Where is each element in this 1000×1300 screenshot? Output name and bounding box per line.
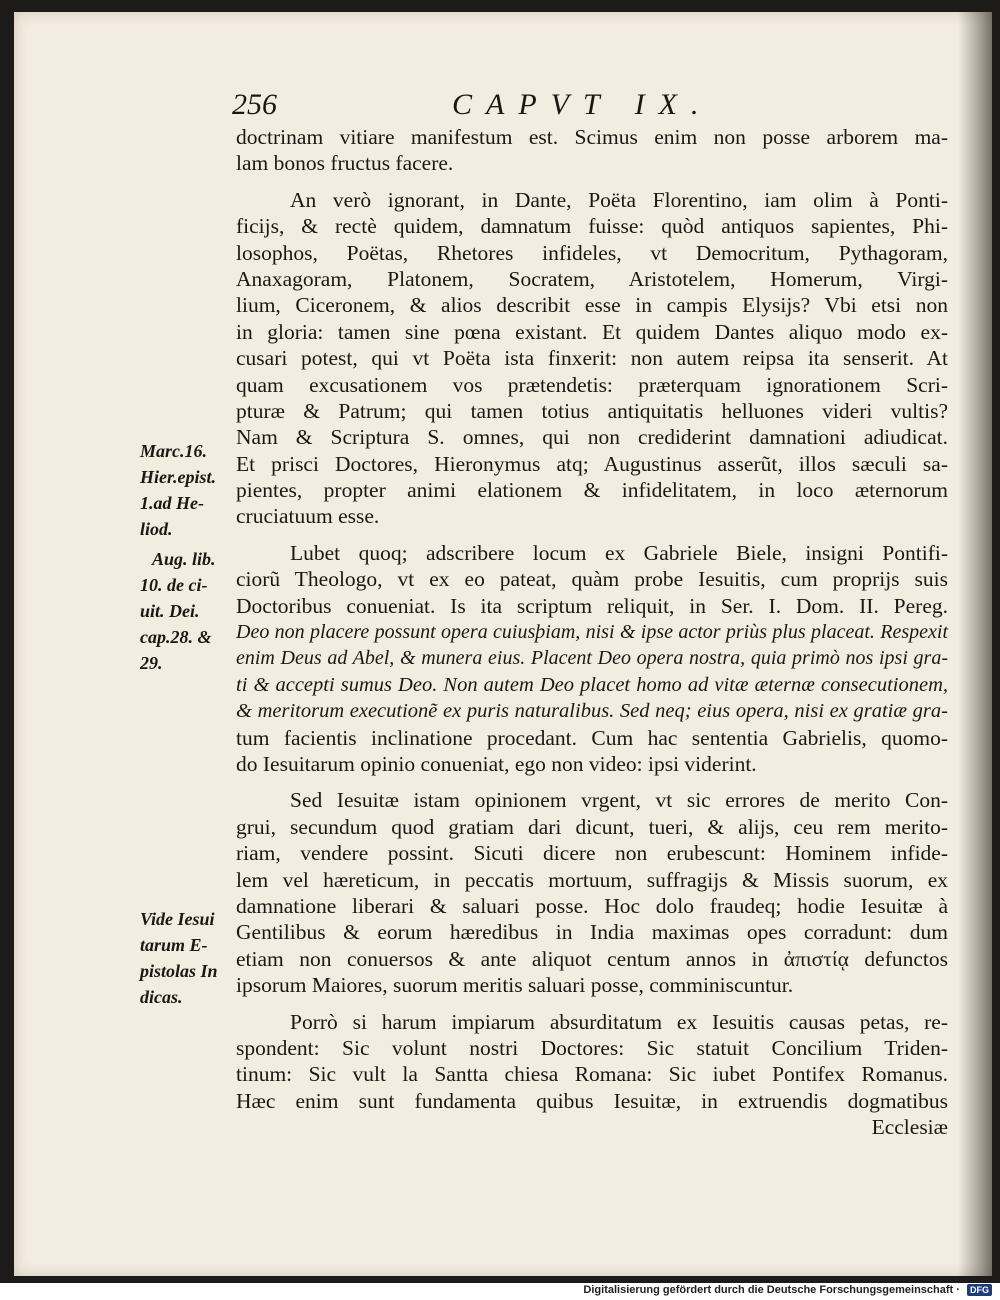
text-line: spondent: Sic volunt nostri Doctores: Sic statuit Concilium Triden- xyxy=(236,1035,948,1060)
text-line: riam, vendere possint. Sicuti dicere non erubescunt: Hominem infide- xyxy=(236,841,948,866)
text-line: An verò ignorant, in Dante, Poëta Florentino, iam olim à Ponti- xyxy=(290,187,948,212)
margin-note: tarum E- xyxy=(140,935,208,955)
text-line: ipsorum Maiores, suorum meritis saluari posse, comminiscuntur. xyxy=(236,973,794,998)
text-line: tinum: Sic vult la Santta chiesa Romana: Sic iubet Pontifex Romanus. xyxy=(236,1062,948,1087)
text-line: lium, Ciceronem, & alios describit esse in campis Elysijs? Vbi etsi non xyxy=(236,293,948,318)
running-title: CAPVT IX. xyxy=(452,88,713,121)
page-gutter-shadow xyxy=(958,12,992,1276)
text-line: Anaxagoram, Platonem, Socratem, Aristotelem, Homerum, Virgi- xyxy=(236,266,948,291)
margin-note: liod. xyxy=(140,519,173,539)
text-line: cusari potest, qui vt Poëta ista finxerit: non autem reipsa ita senserit. At xyxy=(236,346,948,371)
catchword: Ecclesiæ xyxy=(871,1115,948,1140)
text-line: etiam non conuersos & ante aliquot centum annos in ἀπιστίᾳ defunctos xyxy=(236,946,948,971)
text-line: Sed Iesuitæ istam opinionem vrgent, vt sic errores de merito Con- xyxy=(290,788,948,813)
text-line: cruciatuum esse. xyxy=(236,504,380,529)
margin-note: pistolas In xyxy=(140,961,218,981)
text-line: Deo non placere possunt opera cuiusþiam, nisi & ipse actor priùs plus placeat. Respexit xyxy=(236,621,948,644)
text-line: ti & accepti sumus Deo. Non autem Deo placet homo ad vitæ æternæ consecutionem, xyxy=(236,673,948,696)
text-line: doctrinam vitiare manifestum est. Scimus enim non posse arborem ma- xyxy=(236,125,948,149)
margin-note: dicas. xyxy=(140,987,183,1007)
margin-note: Aug. lib. xyxy=(152,549,216,569)
margin-note: 10. de ci- xyxy=(140,575,208,595)
text-line: ficijs, & rectè quidem, damnatum fuisse: quòd antiquos sapientes, Phi- xyxy=(236,214,948,239)
text-line: ciorũ Theologo, vt ex eo pateat, quàm probe Iesuitis, cum proprijs suis xyxy=(236,567,948,592)
text-line: quam excusationem vos prætendetis: præterquam ignorationem Scri- xyxy=(236,372,948,397)
text-line: Doctoribus conueniat. Is ita scriptum reliquit, in Ser. I. Dom. II. Pereg. xyxy=(236,593,948,618)
text-line: Nam & Scriptura S. omnes, qui non crediderint damnationi adiudicat. xyxy=(236,425,948,450)
text-line: pientes, propter animi elationem & infidelitatem, in loco æternorum xyxy=(236,478,948,503)
margin-note: Hier.epist. xyxy=(140,467,216,487)
text-line: do Iesuitarum opinio conueniat, ego non video: ipsi viderint. xyxy=(236,751,757,776)
margin-note: 29. xyxy=(140,653,163,673)
margin-note: 1.ad He- xyxy=(140,493,204,513)
text-line: in gloria: tamen sine pœna existant. Et quidem Dantes aliquo modo ex- xyxy=(236,319,948,344)
text-line: enim Deus ad Abel, & munera eius. Placent Deo opera nostra, quia primò nos ipsi gra- xyxy=(236,647,948,670)
text-line: & meritorum executionẽ ex puris naturalibus. Sed neq; eius opera, nisi ex gratiæ gra- xyxy=(236,700,948,723)
credit-text: Digitalisierung gefördert durch die Deutsche Forschungsgemeinschaft · xyxy=(583,1284,960,1297)
margin-note: uit. Dei. xyxy=(140,601,200,621)
page-number: 256 xyxy=(232,88,277,121)
text-line: pturæ & Patrum; qui tamen totius antiquitatis helluones videri vultis? xyxy=(236,398,948,423)
text-line: lem vel hæreticum, in peccatis mortuum, suffragijs & Missis suorum, ex xyxy=(236,867,948,892)
body-text xyxy=(236,124,948,1140)
text-line: Gentilibus & eorum hæredibus in India maximas opes corradunt: dum xyxy=(236,920,948,945)
dfg-logo-icon: DFG xyxy=(967,1284,992,1296)
margin-note: Marc.16. xyxy=(140,441,207,461)
text-line: Porrò si harum impiarum absurditatum ex Iesuitis causas petas, re- xyxy=(290,1009,948,1034)
text-line: Lubet quoq; adscribere locum ex Gabriele Biele, insigni Pontifi- xyxy=(290,540,948,565)
margin-note: Vide Iesui xyxy=(140,909,215,929)
text-line: lam bonos fructus facere. xyxy=(236,151,454,176)
text-line: damnatione liberari & saluari posse. Hoc dolo fraudeq; hodie Iesuitæ à xyxy=(236,893,948,918)
digitization-credit xyxy=(0,1284,992,1300)
text-line: tum facientis inclinatione procedant. Cum hac sententia Gabrielis, quomo- xyxy=(236,725,948,750)
text-line: Et prisci Doctores, Hieronymus atq; Augustinus asserũt, illos sæculi sa- xyxy=(236,451,948,476)
margin-note: cap.28. & xyxy=(140,627,212,647)
text-line: Hæc enim sunt fundamenta quibus Iesuitæ, in extruendis dogmatibus xyxy=(236,1088,948,1113)
page-header xyxy=(232,88,952,128)
text-line: grui, secundum quod gratiam dari dicunt, tueri, & alijs, ceu rem merito- xyxy=(236,814,948,839)
text-line: losophos, Poëtas, Rhetores infideles, vt Democritum, Pythagoram, xyxy=(236,240,948,265)
